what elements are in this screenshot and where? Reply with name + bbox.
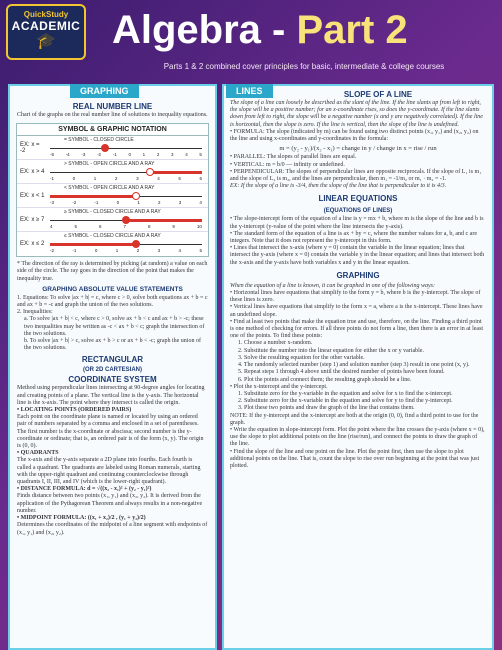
notation-example: EX: x ≥ 7 [20,216,45,223]
notation-example: EX: x > 4 [20,168,45,175]
tick-label: 2 [136,248,140,254]
intercept-note: NOTE: If the y-intercept and the x-intercept are both at the origin (0, 0), find a third point to use for the graph. [230,412,479,426]
notation-example: EX: x = -2 [20,141,40,154]
number-line [46,209,208,231]
ray-left [50,195,134,198]
step-2: 2. Substitute the number into the linear equation for either the x or y variable. [238,347,424,354]
abs-equations: 1. Equations: To solve |ax + b| = c, where c > 0, solve both equations ax + b = c and ax + b = -c and graph the union of the two solutions. [17,294,208,309]
tick-labels [50,224,202,229]
tick-label: -2 [72,199,77,205]
distance-formula-text: Finds distance between two points (x₁, y₁) and (x₂, y₂). It is derived from the application of the Pythagorean Theorem and always results in a non-negative number. [17,493,203,514]
ray-right [150,171,202,174]
tab-graphing: GRAPHING [70,84,139,98]
quickstudy-logo [6,4,86,60]
tick-label: -2 [97,151,102,157]
lines-panel [222,84,494,650]
slope-intercept-graph-text: • Write the equation in slope-intercept form. Plot the point where the line crosses the y-axis (where x = 0), use the slope to plot additional points on the line (rise/run), and connect the points to draw the graph of the line. [230,426,485,448]
tick-label: 1 [142,151,146,157]
logo-line2: ACADEMIC [11,19,81,33]
linear-equations-heading: LINEAR EQUATIONS [318,194,398,204]
number-line [46,185,208,207]
tick-labels [50,176,202,181]
horizontal-lines-text: • Horizontal lines have equations that simplify to the form y = b, where b is the y-intercept. The slope of these lines is zero. [230,290,481,304]
tick-label: 6 [199,175,202,181]
header [0,0,502,82]
tick-label: 1 [115,248,119,254]
step-4: 4. The randomly selected number (step 1) and solution number (step 3) result in one point (x, y). [238,362,470,369]
tick-label: 6 [98,223,102,229]
slope-text: The slope of a line can loosely be described as the slant of the line. If the line slants up from left to right, the slope will be a positive number; for an x-coordinate rises, so does the y-coordinate. If the line slants down from left to right, the slope will be a negative number (x and y are negatively correlated). If the line is horizontal, then the slope is zero. If the line is vertical, then the slope of the line is undefined. [230,100,483,128]
notation-desc: > SYMBOL - OPEN CIRCLE AND A RAY [64,160,155,167]
notation-row [17,184,208,208]
step-3: 3. Solve the resulting equation for the other variable. [238,354,365,361]
tick-label: 1 [93,175,97,181]
distance-formula-heading: • DISTANCE FORMULA: d = √((x₂ - x₁)² + (y₂ - y₁)²) [17,486,152,493]
tick-label: -3 [50,199,55,205]
notation-desc: = SYMBOL - CLOSED CIRCLE [64,136,134,143]
tick-label: 10 [196,223,202,229]
tick-label: 4 [157,175,160,181]
graphing-heading: GRAPHING [336,270,380,280]
abs-inequality-b: b. To solve |ax + b| > c, solve ax + b > c or ax + b < -c; graph the union of the two solutions. [24,338,201,352]
notation-row [17,136,208,160]
step-6: 6. Plot the points and connect them; the resulting graph should be a line. [238,376,412,383]
axis-line [50,148,202,149]
tick-label: 0 [72,175,76,181]
notation-desc: < SYMBOL - OPEN CIRCLE AND A RAY [64,184,155,191]
coordinate-system-text: Method using perpendicular lines intersecting at 90-degree angles for locating and creating points of a plane. The vertical line is the y-axis. The horizontal line is the x-axis. The point where they intersect is called the origin. [17,385,205,406]
two-points-text: • Find at least two points that make the equation true and use, therefore, on the line. Finding a third point is one method of checking for errors. If all three points do not form a line, then there is an error in at least one of the points. To find these points: [230,318,484,340]
vertical-lines-text: • Vertical lines have equations that simplify to the form x = a, where a is the x-intercept. These lines have an undefined slope. [230,304,483,318]
open-circle-icon [132,192,140,200]
notation-row [17,160,208,184]
tick-label: 1 [137,199,140,205]
tick-label: 2 [114,175,118,181]
notation-row [17,232,208,256]
cartesian-subheading: (OR 2D CARTESIAN) [82,367,142,374]
tick-label: 7 [123,223,126,229]
tick-label: 5 [178,175,181,181]
closed-circle-icon [122,216,130,224]
tick-label: -1 [50,175,55,181]
ordered-pairs-heading: • LOCATING POINTS (ORDERED PAIRS) [17,407,132,414]
perpendicular-example: EX: If the slope of a line is -3/4, then the slope of the line that is perpendicular to it is 4/3. [230,183,447,190]
tick-label: 5 [199,151,202,157]
tick-label: 5 [199,248,202,254]
tick-label: 3 [171,151,174,157]
step-1: 1. Choose a number x-random. [238,340,313,347]
vertical-text: • VERTICAL: m = b/0 — infinity or undefined. [230,161,345,168]
number-line [46,233,208,255]
notation-example: EX: x < 1 [20,192,45,199]
tick-label: -3 [81,151,86,157]
tick-label: 4 [178,248,182,254]
linear-equations-subheading: (EQUATIONS OF LINES) [323,208,393,215]
title-main: Algebra - [112,8,297,52]
real-number-line-text: Chart of the graphs on the real number line of solutions to inequality equations. [17,112,208,118]
intercept-step-3: 3. Plot these two points and draw the graph of the line that contains them. [238,405,415,412]
ordered-pairs-text: Each point on the coordinate plane is named or located by using an ordered pair of numbers separated by a comma and enclosed in a set of parentheses. The first number is the x-coordinate or abscissa; second number is the y-coordinate or ordinate; that is, an ordered pair is of the form (x, y). The origin is (0, 0). [17,414,204,450]
slope-intercept-text: • The slope-intercept form of the equation of a line is y = mx + b, where m is the slope of the line and b is the y-intercept (y-value of the point where the line intersects the y-axis). [230,216,484,230]
absolute-value-heading: GRAPHING ABSOLUTE VALUE STATEMENTS [42,285,183,293]
slope-heading: SLOPE OF A LINE [343,90,413,99]
parallel-text: • PARALLEL: The slopes of parallel lines are equal. [230,154,357,161]
logo-line1: QuickStudy [23,10,69,19]
step-5: 5. Repeat steps 1 through 4 above until the desired number of points have been found. [238,369,445,376]
tick-label: -1 [72,248,77,254]
tick-label: 4 [199,199,202,205]
tick-label: 0 [128,151,131,157]
tick-label: 4 [50,223,53,229]
notation-table [16,123,209,257]
title-part: Part 2 [296,8,408,52]
midpoint-formula-heading: • MIDPOINT FORMULA: ((x₁ + x₂)/2 , (y₁ + y₂)/2) [17,515,146,522]
perpendicular-text: • PERPENDICULAR: The slopes of perpendicular lines are opposite reciprocals. If the slope of L₁ is m₁ and the slope of L₂ is m₂, and the lines are perpendicular, then m₁ = -1/m₂ or m₁ · m₂ = -1. [230,168,482,183]
tick-label: 3 [136,175,139,181]
tick-label: 3 [178,199,182,205]
tick-labels [50,152,202,157]
tick-labels [50,248,202,253]
closed-circle-icon [101,144,109,152]
tick-label: -4 [65,151,70,157]
graduation-cap-icon: 🎓 [36,33,56,50]
real-number-line-heading: REAL NUMBER LINE [72,102,153,111]
graphing-intro: When the equation of a line is known, it can be graphed in one of the following ways: [230,282,435,289]
tick-label: 2 [156,151,160,157]
rectangular-heading: RECTANGULAR [81,355,144,365]
tick-label: -1 [94,199,99,205]
notation-row [17,208,208,232]
midpoint-formula-text: Determines the coordinates of the midpoint of a line segment with endpoints of (x₁, y₁) and (x₂, y₂). [17,522,208,536]
notation-desc: ≤ SYMBOL - CLOSED CIRCLE AND A RAY [64,233,161,240]
quadrants-heading: • QUADRANTS [17,450,59,457]
notation-heading: SYMBOL & GRAPHIC NOTATION [17,124,208,136]
tick-label: -2 [50,248,55,254]
tick-label: 3 [157,248,161,254]
intercept-step-1: 1. Substitute zero for the y-variable in the equation and solve for x to find the x-intercept. [238,390,453,397]
open-circle-icon [146,168,154,176]
tick-label: -5 [50,151,55,157]
ray-right [126,219,202,222]
tick-label: -1 [112,151,117,157]
abs-inequality-a: a. To solve |ax + b| < c, where c > 0, solve ax + b < c and ax + b > -c; these two inequalities may be written as -c < ax + b < c; graph the intersection of the two solutions. [24,316,205,337]
quadrants-text: The x-axis and the y-axis separate a 2D plane into fourths. Each fourth is called a quadrant. The quadrants are labeled using Roman numerals, starting with the upper-right quadrant and continuing counterclockwise through quadrants I, II, III, and IV (which is the lower-right quadrant). [17,457,201,486]
coordinate-system-heading: COORDINATE SYSTEM [68,375,157,385]
standard-form-text: • The standard form of the equation of a line is ax + by = c, where the number values for a, b, and c are integers. Note that it does not represent the y-intercept in this form. [230,230,478,245]
tick-label: 5 [74,223,77,229]
graphing-panel [8,84,217,650]
tab-lines: LINES [226,84,273,98]
intercept-step-2: 2. Substitute zero for the x-variable in the equation and solve for y to find the y-intercept. [238,398,453,405]
page-title [112,8,408,54]
notation-example: EX: x ≤ 2 [20,241,45,248]
tick-label: 0 [94,248,98,254]
tick-label: 8 [147,223,151,229]
tick-label: 4 [185,151,188,157]
tick-label: 9 [172,223,175,229]
tick-labels [50,200,202,205]
tick-label: 0 [116,199,120,205]
ray-left [50,243,134,246]
tick-label: 2 [158,199,161,205]
intercepts-text: • Lines that intersect the x-axis (where y = 0) contain the variable in the linear equation; lines that intersect the y-axis (where x = 0) contain the variable y in the linear equation; and lines that intersect both the x-axis and the y-axis have both variables x and y in the linear equation. [230,245,485,266]
notation-desc: ≥ SYMBOL - CLOSED CIRCLE AND A RAY [64,208,161,215]
closed-circle-icon [132,240,140,248]
number-line [46,137,208,159]
slope-point-graph-text: • Find the slope of the line and one point on the line. Plot the point first, then use the slope to plot additional points on the line. That is, count the slope to rise over run beginning at the point that was just plotted. [230,448,480,469]
abs-inequalities: 2. Inequalities: [17,309,53,316]
subtitle: Parts 1 & 2 combined cover principles for basic, intermediate & college courses [163,62,445,71]
ray-direction-note: * The direction of the ray is determined by picking (at random) a value on each side of the circle. The ray goes in the direction of the point that makes the inequality true. [17,261,208,282]
slope-formula-equation: m = (y₂ - y₁)/(x₂ - x₁) = change in y / change in x = rise / run [279,145,437,153]
slope-formula-text: • FORMULA: The slope (indicated by m) can be found using two distinct points (x₁, y₁) and (x₂, y₂) on the line and using x-coordinates and y-coordinates in the formula: [230,128,479,143]
number-line [46,161,208,183]
intercepts-plot-text: • Plot the x-intercept and the y-intercept. [230,383,328,390]
